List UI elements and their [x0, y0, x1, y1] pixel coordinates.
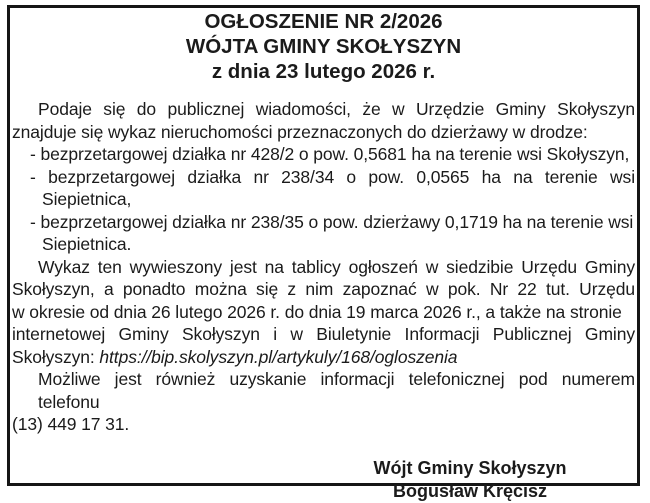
plot-item-1: - bezprzetargowej działka nr 428/2 o pow. 0,5681 ha na terenie wsi Skołyszyn,	[30, 144, 630, 164]
signature-block	[330, 457, 610, 503]
bip-url-line	[12, 346, 635, 369]
signature-role: Wójt Gminy Skołyszyn	[373, 457, 567, 478]
bip-url-prefix: Skołyszyn:	[12, 346, 100, 367]
announcement-date-line: z dnia 23 lutego 2026 r.	[211, 60, 436, 83]
notice-line-1: Wykaz ten wywieszony jest na tablicy ogłoszeń w siedzibie Urzędu Gminy	[38, 256, 635, 277]
plot-item-2-cont: Siepietnica,	[42, 189, 132, 209]
signature-name: Bogusław Kręcisz	[392, 480, 548, 501]
announcement-number-title: OGŁOSZENIE NR 2/2026	[204, 10, 443, 33]
announcement-issuer-title: WÓJTA GMINY SKOŁYSZYN	[185, 35, 462, 58]
intro-line-2: znajduje się wykaz nieruchomości przeznaczonych do dzierżawy w drodze:	[12, 121, 588, 142]
notice-line-4: internetowej Gminy Skołyszyn i w Biuletynie Informacji Publicznej Gminy	[12, 324, 635, 344]
announcement-body	[12, 98, 635, 436]
announcement-header	[10, 8, 637, 84]
bip-url: https://bip.skolyszyn.pl/artykuly/168/ogloszenia	[99, 346, 458, 367]
plot-item-3-cont: Siepietnica.	[42, 234, 132, 254]
plot-item-2: - bezprzetargowej działka nr 238/34 o pow. 0,0565 ha na terenie wsi	[30, 166, 635, 187]
plot-item-3: - bezprzetargowej działka nr 238/35 o pow. dzierżawy 0,1719 ha na terenie wsi	[30, 211, 634, 232]
intro-line-1: Podaje się do publicznej wiadomości, że w Urzędzie Gminy Skołyszyn	[38, 99, 635, 119]
announcement-document	[7, 5, 640, 501]
phone-number-line: (13) 449 17 31.	[12, 414, 130, 434]
notice-line-3: w okresie od dnia 26 lutego 2026 r. do dnia 19 marca 2026 r., a także na stronie	[12, 301, 622, 322]
phone-info-line: Możliwe jest również uzyskanie informacji telefonicznej pod numerem telefonu	[38, 369, 635, 412]
notice-line-2: Skołyszyn, a ponadto można się z nim zapoznać w pok. Nr 22 tut. Urzędu	[12, 279, 635, 299]
